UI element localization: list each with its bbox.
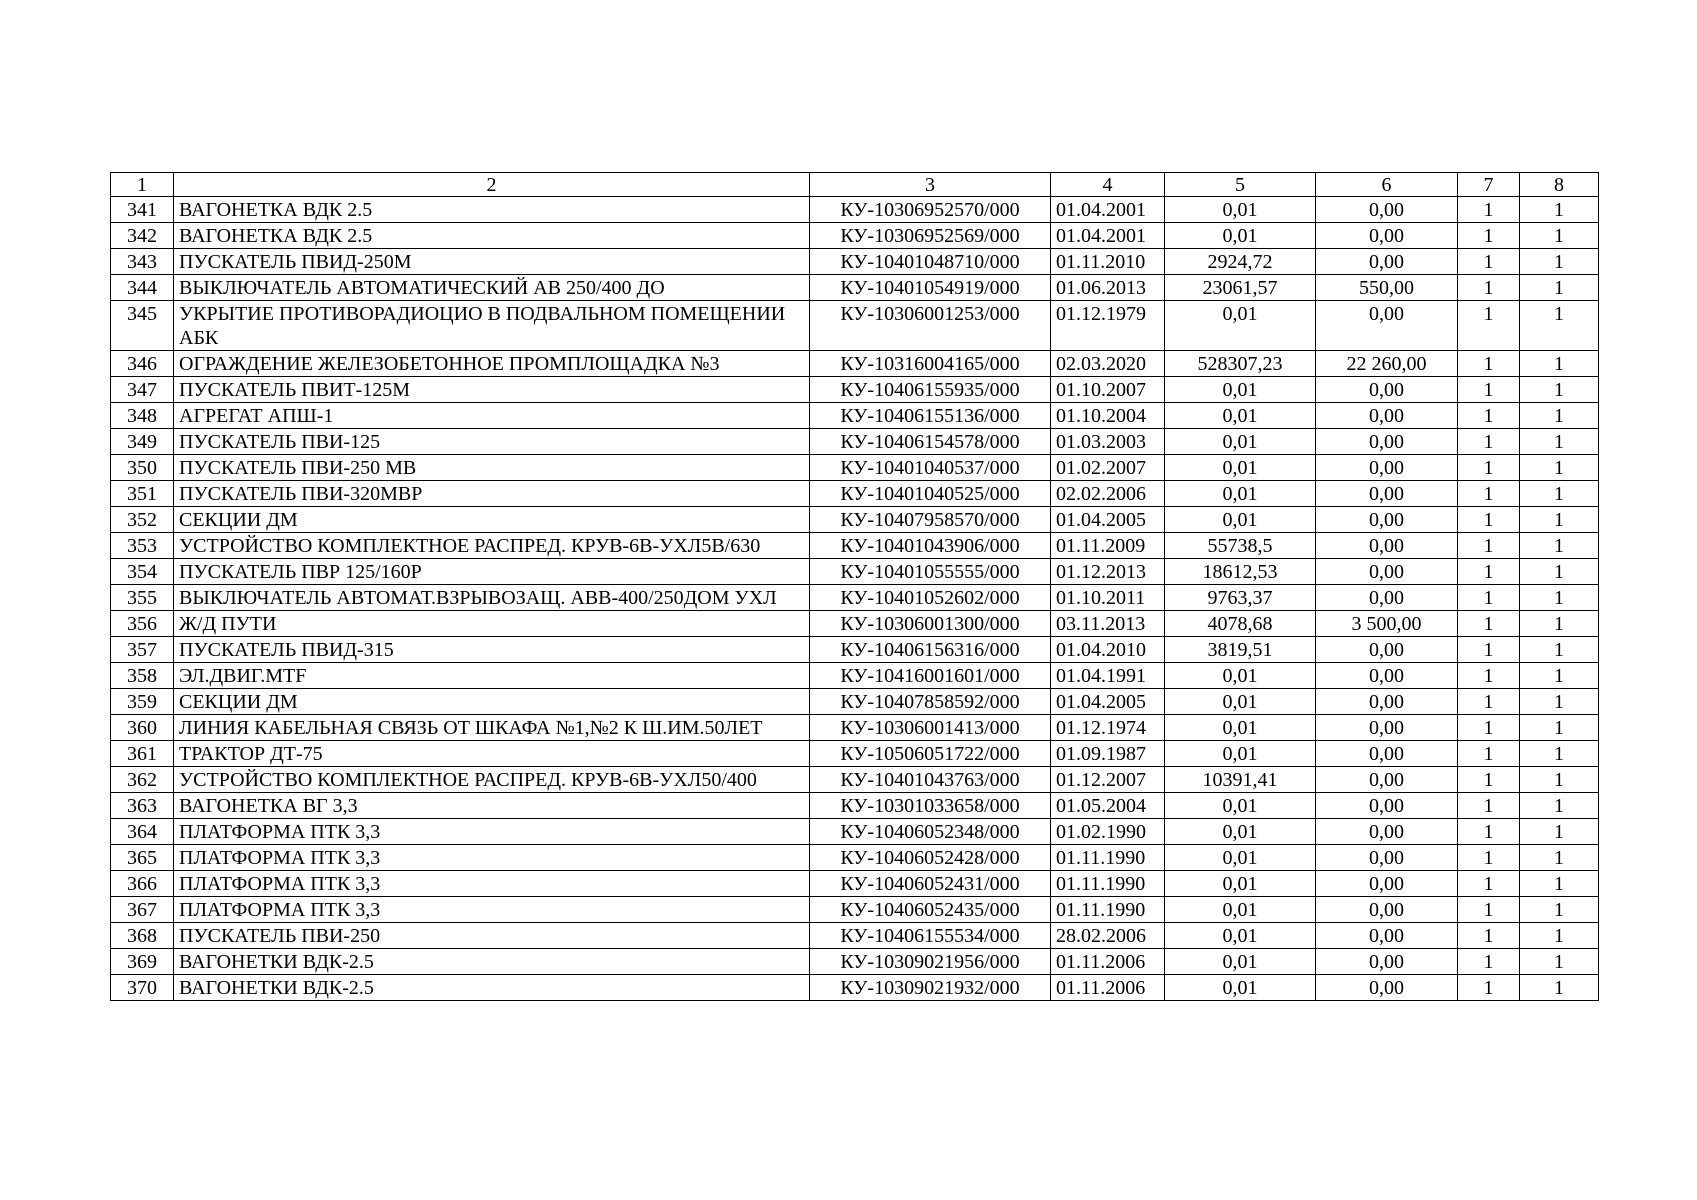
qty-col8-cell: 1 bbox=[1520, 715, 1599, 741]
value-col6-cell: 0,00 bbox=[1316, 923, 1458, 949]
value-col6-cell: 0,00 bbox=[1316, 197, 1458, 223]
value-col6-cell: 0,00 bbox=[1316, 559, 1458, 585]
column-header-8: 8 bbox=[1520, 173, 1599, 197]
value-col5-cell: 10391,41 bbox=[1165, 767, 1316, 793]
asset-name-cell: ПУСКАТЕЛЬ ПВИ-320МВР bbox=[174, 481, 810, 507]
value-col5-cell: 9763,37 bbox=[1165, 585, 1316, 611]
qty-col8-cell: 1 bbox=[1520, 611, 1599, 637]
qty-col7-cell: 1 bbox=[1458, 715, 1520, 741]
asset-name-cell: ВАГОНЕТКА ВДК 2.5 bbox=[174, 223, 810, 249]
value-col5-cell: 0,01 bbox=[1165, 741, 1316, 767]
date-cell: 01.12.1974 bbox=[1051, 715, 1165, 741]
inventory-code-cell: КУ-10406052431/000 bbox=[810, 871, 1051, 897]
value-col5-cell: 0,01 bbox=[1165, 689, 1316, 715]
value-col6-cell: 0,00 bbox=[1316, 845, 1458, 871]
date-cell: 01.12.2007 bbox=[1051, 767, 1165, 793]
value-col6-cell: 0,00 bbox=[1316, 689, 1458, 715]
value-col5-cell: 3819,51 bbox=[1165, 637, 1316, 663]
inventory-code-cell: КУ-10401055555/000 bbox=[810, 559, 1051, 585]
value-col5-cell: 0,01 bbox=[1165, 197, 1316, 223]
qty-col7-cell: 1 bbox=[1458, 741, 1520, 767]
inventory-code-cell: КУ-10406155534/000 bbox=[810, 923, 1051, 949]
value-col5-cell: 0,01 bbox=[1165, 481, 1316, 507]
inventory-code-cell: КУ-10506051722/000 bbox=[810, 741, 1051, 767]
value-col5-cell: 0,01 bbox=[1165, 975, 1316, 1001]
value-col6-cell: 0,00 bbox=[1316, 507, 1458, 533]
asset-name-cell: СЕКЦИИ ДМ bbox=[174, 689, 810, 715]
asset-name-cell: ТРАКТОР ДТ-75 bbox=[174, 741, 810, 767]
inventory-code-cell: КУ-10406052348/000 bbox=[810, 819, 1051, 845]
value-col5-cell: 2924,72 bbox=[1165, 249, 1316, 275]
qty-col7-cell: 1 bbox=[1458, 301, 1520, 351]
asset-name-cell: ПУСКАТЕЛЬ ПВИД-315 bbox=[174, 637, 810, 663]
qty-col8-cell: 1 bbox=[1520, 559, 1599, 585]
asset-name-cell: УСТРОЙСТВО КОМПЛЕКТНОЕ РАСПРЕД. КРУВ-6В-УХЛ50/400 bbox=[174, 767, 810, 793]
inventory-code-cell: КУ-10406154578/000 bbox=[810, 429, 1051, 455]
table-body bbox=[111, 197, 1599, 1001]
qty-col8-cell: 1 bbox=[1520, 741, 1599, 767]
qty-col8-cell: 1 bbox=[1520, 377, 1599, 403]
date-cell: 01.04.2001 bbox=[1051, 197, 1165, 223]
qty-col8-cell: 1 bbox=[1520, 949, 1599, 975]
inventory-code-cell: КУ-10401043906/000 bbox=[810, 533, 1051, 559]
asset-name-cell: ВАГОНЕТКИ ВДК-2.5 bbox=[174, 949, 810, 975]
asset-name-cell: ВЫКЛЮЧАТЕЛЬ АВТОМАТ.ВЗРЫВОЗАЩ. АВВ-400/250ДОМ УХЛ bbox=[174, 585, 810, 611]
inventory-code-cell: КУ-10407958570/000 bbox=[810, 507, 1051, 533]
value-col6-cell: 0,00 bbox=[1316, 377, 1458, 403]
column-header-4: 4 bbox=[1051, 173, 1165, 197]
row-number-cell: 356 bbox=[111, 611, 174, 637]
qty-col7-cell: 1 bbox=[1458, 949, 1520, 975]
value-col6-cell: 0,00 bbox=[1316, 949, 1458, 975]
value-col5-cell: 55738,5 bbox=[1165, 533, 1316, 559]
value-col6-cell: 3 500,00 bbox=[1316, 611, 1458, 637]
table-row bbox=[111, 663, 1599, 689]
qty-col8-cell: 1 bbox=[1520, 767, 1599, 793]
value-col6-cell: 0,00 bbox=[1316, 767, 1458, 793]
column-header-3: 3 bbox=[810, 173, 1051, 197]
table-row bbox=[111, 845, 1599, 871]
row-number-cell: 365 bbox=[111, 845, 174, 871]
qty-col8-cell: 1 bbox=[1520, 689, 1599, 715]
row-number-cell: 349 bbox=[111, 429, 174, 455]
qty-col7-cell: 1 bbox=[1458, 897, 1520, 923]
qty-col7-cell: 1 bbox=[1458, 559, 1520, 585]
qty-col7-cell: 1 bbox=[1458, 819, 1520, 845]
value-col6-cell: 0,00 bbox=[1316, 403, 1458, 429]
row-number-cell: 346 bbox=[111, 351, 174, 377]
asset-name-cell: Ж/Д ПУТИ bbox=[174, 611, 810, 637]
value-col5-cell: 0,01 bbox=[1165, 507, 1316, 533]
table-row bbox=[111, 275, 1599, 301]
value-col5-cell: 0,01 bbox=[1165, 819, 1316, 845]
value-col5-cell: 528307,23 bbox=[1165, 351, 1316, 377]
qty-col7-cell: 1 bbox=[1458, 663, 1520, 689]
date-cell: 01.11.2006 bbox=[1051, 949, 1165, 975]
value-col5-cell: 0,01 bbox=[1165, 403, 1316, 429]
qty-col8-cell: 1 bbox=[1520, 351, 1599, 377]
row-number-cell: 368 bbox=[111, 923, 174, 949]
date-cell: 01.04.2005 bbox=[1051, 689, 1165, 715]
date-cell: 01.02.2007 bbox=[1051, 455, 1165, 481]
asset-name-cell: ПУСКАТЕЛЬ ПВИ-250 МВ bbox=[174, 455, 810, 481]
table-row bbox=[111, 533, 1599, 559]
value-col5-cell: 0,01 bbox=[1165, 897, 1316, 923]
qty-col8-cell: 1 bbox=[1520, 585, 1599, 611]
date-cell: 01.09.1987 bbox=[1051, 741, 1165, 767]
date-cell: 01.10.2007 bbox=[1051, 377, 1165, 403]
value-col5-cell: 4078,68 bbox=[1165, 611, 1316, 637]
table-row bbox=[111, 923, 1599, 949]
header-row bbox=[111, 173, 1599, 197]
date-cell: 01.11.1990 bbox=[1051, 897, 1165, 923]
value-col5-cell: 0,01 bbox=[1165, 377, 1316, 403]
value-col6-cell: 0,00 bbox=[1316, 819, 1458, 845]
date-cell: 28.02.2006 bbox=[1051, 923, 1165, 949]
qty-col7-cell: 1 bbox=[1458, 845, 1520, 871]
asset-name-cell: ПЛАТФОРМА ПТК 3,3 bbox=[174, 897, 810, 923]
inventory-code-cell: КУ-10401040537/000 bbox=[810, 455, 1051, 481]
asset-name-cell: ОГРАЖДЕНИЕ ЖЕЛЕЗОБЕТОННОЕ ПРОМПЛОЩАДКА №3 bbox=[174, 351, 810, 377]
inventory-code-cell: КУ-10406155935/000 bbox=[810, 377, 1051, 403]
row-number-cell: 345 bbox=[111, 301, 174, 351]
row-number-cell: 354 bbox=[111, 559, 174, 585]
asset-name-cell: ПУСКАТЕЛЬ ПВИД-250М bbox=[174, 249, 810, 275]
asset-name-cell: ПУСКАТЕЛЬ ПВИ-125 bbox=[174, 429, 810, 455]
date-cell: 01.04.2001 bbox=[1051, 223, 1165, 249]
table-row bbox=[111, 507, 1599, 533]
table-row bbox=[111, 949, 1599, 975]
table-row bbox=[111, 249, 1599, 275]
row-number-cell: 367 bbox=[111, 897, 174, 923]
value-col6-cell: 0,00 bbox=[1316, 871, 1458, 897]
row-number-cell: 351 bbox=[111, 481, 174, 507]
row-number-cell: 355 bbox=[111, 585, 174, 611]
asset-name-cell: ПЛАТФОРМА ПТК 3,3 bbox=[174, 871, 810, 897]
table-row bbox=[111, 975, 1599, 1001]
qty-col7-cell: 1 bbox=[1458, 585, 1520, 611]
inventory-code-cell: КУ-10406156316/000 bbox=[810, 637, 1051, 663]
qty-col7-cell: 1 bbox=[1458, 637, 1520, 663]
table-row bbox=[111, 897, 1599, 923]
qty-col7-cell: 1 bbox=[1458, 507, 1520, 533]
value-col6-cell: 0,00 bbox=[1316, 637, 1458, 663]
qty-col8-cell: 1 bbox=[1520, 975, 1599, 1001]
qty-col8-cell: 1 bbox=[1520, 845, 1599, 871]
value-col6-cell: 550,00 bbox=[1316, 275, 1458, 301]
value-col6-cell: 0,00 bbox=[1316, 897, 1458, 923]
qty-col7-cell: 1 bbox=[1458, 429, 1520, 455]
value-col6-cell: 0,00 bbox=[1316, 793, 1458, 819]
row-number-cell: 366 bbox=[111, 871, 174, 897]
value-col6-cell: 0,00 bbox=[1316, 741, 1458, 767]
qty-col7-cell: 1 bbox=[1458, 275, 1520, 301]
table-row bbox=[111, 301, 1599, 351]
table-row bbox=[111, 351, 1599, 377]
value-col5-cell: 0,01 bbox=[1165, 923, 1316, 949]
qty-col8-cell: 1 bbox=[1520, 819, 1599, 845]
date-cell: 03.11.2013 bbox=[1051, 611, 1165, 637]
value-col5-cell: 0,01 bbox=[1165, 871, 1316, 897]
table-row bbox=[111, 429, 1599, 455]
row-number-cell: 341 bbox=[111, 197, 174, 223]
value-col6-cell: 22 260,00 bbox=[1316, 351, 1458, 377]
table-row bbox=[111, 715, 1599, 741]
value-col5-cell: 0,01 bbox=[1165, 429, 1316, 455]
inventory-code-cell: КУ-10407858592/000 bbox=[810, 689, 1051, 715]
asset-name-cell: АГРЕГАТ АПШ-1 bbox=[174, 403, 810, 429]
table-row bbox=[111, 741, 1599, 767]
inventory-code-cell: КУ-10401054919/000 bbox=[810, 275, 1051, 301]
asset-name-cell: ПЛАТФОРМА ПТК 3,3 bbox=[174, 845, 810, 871]
qty-col7-cell: 1 bbox=[1458, 533, 1520, 559]
inventory-code-cell: КУ-10306001413/000 bbox=[810, 715, 1051, 741]
asset-name-cell: ПУСКАТЕЛЬ ПВИТ-125М bbox=[174, 377, 810, 403]
asset-name-cell: ПУСКАТЕЛЬ ПВР 125/160Р bbox=[174, 559, 810, 585]
table-row bbox=[111, 871, 1599, 897]
column-header-7: 7 bbox=[1458, 173, 1520, 197]
date-cell: 01.11.2010 bbox=[1051, 249, 1165, 275]
row-number-cell: 360 bbox=[111, 715, 174, 741]
row-number-cell: 361 bbox=[111, 741, 174, 767]
date-cell: 01.11.2009 bbox=[1051, 533, 1165, 559]
qty-col8-cell: 1 bbox=[1520, 533, 1599, 559]
qty-col8-cell: 1 bbox=[1520, 637, 1599, 663]
asset-name-cell: ЭЛ.ДВИГ.MTF bbox=[174, 663, 810, 689]
qty-col7-cell: 1 bbox=[1458, 975, 1520, 1001]
asset-name-cell: ЛИНИЯ КАБЕЛЬНАЯ СВЯЗЬ ОТ ШКАФА №1,№2 К Ш.ИМ.50ЛЕТ bbox=[174, 715, 810, 741]
qty-col7-cell: 1 bbox=[1458, 351, 1520, 377]
value-col6-cell: 0,00 bbox=[1316, 585, 1458, 611]
value-col6-cell: 0,00 bbox=[1316, 429, 1458, 455]
value-col5-cell: 0,01 bbox=[1165, 223, 1316, 249]
inventory-code-cell: КУ-10406052428/000 bbox=[810, 845, 1051, 871]
row-number-cell: 359 bbox=[111, 689, 174, 715]
value-col6-cell: 0,00 bbox=[1316, 533, 1458, 559]
table-row bbox=[111, 559, 1599, 585]
inventory-code-cell: КУ-10406052435/000 bbox=[810, 897, 1051, 923]
date-cell: 01.04.1991 bbox=[1051, 663, 1165, 689]
qty-col8-cell: 1 bbox=[1520, 403, 1599, 429]
value-col5-cell: 0,01 bbox=[1165, 845, 1316, 871]
qty-col7-cell: 1 bbox=[1458, 611, 1520, 637]
inventory-code-cell: КУ-10401052602/000 bbox=[810, 585, 1051, 611]
inventory-code-cell: КУ-10406155136/000 bbox=[810, 403, 1051, 429]
column-header-2: 2 bbox=[174, 173, 810, 197]
inventory-code-cell: КУ-10306952569/000 bbox=[810, 223, 1051, 249]
inventory-code-cell: КУ-10301033658/000 bbox=[810, 793, 1051, 819]
asset-name-cell: СЕКЦИИ ДМ bbox=[174, 507, 810, 533]
date-cell: 01.11.1990 bbox=[1051, 845, 1165, 871]
qty-col8-cell: 1 bbox=[1520, 507, 1599, 533]
inventory-code-cell: КУ-10306001300/000 bbox=[810, 611, 1051, 637]
row-number-cell: 348 bbox=[111, 403, 174, 429]
inventory-code-cell: КУ-10401043763/000 bbox=[810, 767, 1051, 793]
inventory-code-cell: КУ-10306001253/000 bbox=[810, 301, 1051, 351]
date-cell: 01.06.2013 bbox=[1051, 275, 1165, 301]
qty-col7-cell: 1 bbox=[1458, 689, 1520, 715]
qty-col8-cell: 1 bbox=[1520, 301, 1599, 351]
table-row bbox=[111, 585, 1599, 611]
qty-col8-cell: 1 bbox=[1520, 249, 1599, 275]
row-number-cell: 358 bbox=[111, 663, 174, 689]
asset-name-cell: ВАГОНЕТКА ВДК 2.5 bbox=[174, 197, 810, 223]
row-number-cell: 344 bbox=[111, 275, 174, 301]
qty-col8-cell: 1 bbox=[1520, 923, 1599, 949]
column-header-6: 6 bbox=[1316, 173, 1458, 197]
value-col6-cell: 0,00 bbox=[1316, 663, 1458, 689]
row-number-cell: 353 bbox=[111, 533, 174, 559]
row-number-cell: 362 bbox=[111, 767, 174, 793]
qty-col8-cell: 1 bbox=[1520, 455, 1599, 481]
qty-col8-cell: 1 bbox=[1520, 481, 1599, 507]
value-col6-cell: 0,00 bbox=[1316, 223, 1458, 249]
row-number-cell: 370 bbox=[111, 975, 174, 1001]
value-col5-cell: 0,01 bbox=[1165, 715, 1316, 741]
table-row bbox=[111, 223, 1599, 249]
asset-table bbox=[110, 172, 1599, 1001]
inventory-code-cell: КУ-10306952570/000 bbox=[810, 197, 1051, 223]
date-cell: 01.05.2004 bbox=[1051, 793, 1165, 819]
table-row bbox=[111, 819, 1599, 845]
value-col6-cell: 0,00 bbox=[1316, 715, 1458, 741]
date-cell: 02.02.2006 bbox=[1051, 481, 1165, 507]
asset-name-cell: ПЛАТФОРМА ПТК 3,3 bbox=[174, 819, 810, 845]
value-col6-cell: 0,00 bbox=[1316, 975, 1458, 1001]
row-number-cell: 369 bbox=[111, 949, 174, 975]
qty-col8-cell: 1 bbox=[1520, 793, 1599, 819]
column-header-1: 1 bbox=[111, 173, 174, 197]
qty-col7-cell: 1 bbox=[1458, 223, 1520, 249]
asset-name-cell: ПУСКАТЕЛЬ ПВИ-250 bbox=[174, 923, 810, 949]
qty-col8-cell: 1 bbox=[1520, 223, 1599, 249]
asset-name-cell: УКРЫТИЕ ПРОТИВОРАДИОЦИО В ПОДВАЛЬНОМ ПОМЕЩЕНИИ АБК bbox=[174, 301, 810, 351]
asset-name-cell: УСТРОЙСТВО КОМПЛЕКТНОЕ РАСПРЕД. КРУВ-6В-УХЛ5В/630 bbox=[174, 533, 810, 559]
value-col5-cell: 23061,57 bbox=[1165, 275, 1316, 301]
qty-col8-cell: 1 bbox=[1520, 197, 1599, 223]
value-col5-cell: 0,01 bbox=[1165, 301, 1316, 351]
qty-col7-cell: 1 bbox=[1458, 481, 1520, 507]
value-col5-cell: 0,01 bbox=[1165, 663, 1316, 689]
qty-col7-cell: 1 bbox=[1458, 793, 1520, 819]
value-col6-cell: 0,00 bbox=[1316, 481, 1458, 507]
qty-col8-cell: 1 bbox=[1520, 275, 1599, 301]
qty-col7-cell: 1 bbox=[1458, 767, 1520, 793]
inventory-code-cell: КУ-10401048710/000 bbox=[810, 249, 1051, 275]
row-number-cell: 342 bbox=[111, 223, 174, 249]
date-cell: 01.10.2011 bbox=[1051, 585, 1165, 611]
date-cell: 01.04.2005 bbox=[1051, 507, 1165, 533]
table-row bbox=[111, 377, 1599, 403]
date-cell: 01.04.2010 bbox=[1051, 637, 1165, 663]
table-row bbox=[111, 767, 1599, 793]
table-row bbox=[111, 197, 1599, 223]
value-col5-cell: 0,01 bbox=[1165, 949, 1316, 975]
table-row bbox=[111, 689, 1599, 715]
inventory-code-cell: КУ-10309021956/000 bbox=[810, 949, 1051, 975]
date-cell: 01.12.1979 bbox=[1051, 301, 1165, 351]
row-number-cell: 352 bbox=[111, 507, 174, 533]
inventory-code-cell: КУ-10401040525/000 bbox=[810, 481, 1051, 507]
date-cell: 01.03.2003 bbox=[1051, 429, 1165, 455]
row-number-cell: 364 bbox=[111, 819, 174, 845]
qty-col7-cell: 1 bbox=[1458, 197, 1520, 223]
qty-col7-cell: 1 bbox=[1458, 923, 1520, 949]
qty-col7-cell: 1 bbox=[1458, 377, 1520, 403]
row-number-cell: 363 bbox=[111, 793, 174, 819]
table-row bbox=[111, 455, 1599, 481]
row-number-cell: 350 bbox=[111, 455, 174, 481]
asset-name-cell: ВАГОНЕТКИ ВДК-2.5 bbox=[174, 975, 810, 1001]
value-col6-cell: 0,00 bbox=[1316, 301, 1458, 351]
inventory-code-cell: КУ-10316004165/000 bbox=[810, 351, 1051, 377]
row-number-cell: 357 bbox=[111, 637, 174, 663]
value-col5-cell: 0,01 bbox=[1165, 455, 1316, 481]
inventory-code-cell: КУ-10309021932/000 bbox=[810, 975, 1051, 1001]
asset-name-cell: ВЫКЛЮЧАТЕЛЬ АВТОМАТИЧЕСКИЙ АВ 250/400 ДО bbox=[174, 275, 810, 301]
qty-col8-cell: 1 bbox=[1520, 429, 1599, 455]
table-row bbox=[111, 481, 1599, 507]
qty-col8-cell: 1 bbox=[1520, 871, 1599, 897]
date-cell: 01.11.2006 bbox=[1051, 975, 1165, 1001]
date-cell: 02.03.2020 bbox=[1051, 351, 1165, 377]
qty-col7-cell: 1 bbox=[1458, 403, 1520, 429]
date-cell: 01.11.1990 bbox=[1051, 871, 1165, 897]
qty-col8-cell: 1 bbox=[1520, 897, 1599, 923]
inventory-code-cell: КУ-10416001601/000 bbox=[810, 663, 1051, 689]
value-col5-cell: 0,01 bbox=[1165, 793, 1316, 819]
date-cell: 01.10.2004 bbox=[1051, 403, 1165, 429]
value-col5-cell: 18612,53 bbox=[1165, 559, 1316, 585]
qty-col7-cell: 1 bbox=[1458, 455, 1520, 481]
table-row bbox=[111, 793, 1599, 819]
column-header-5: 5 bbox=[1165, 173, 1316, 197]
date-cell: 01.12.2013 bbox=[1051, 559, 1165, 585]
row-number-cell: 343 bbox=[111, 249, 174, 275]
qty-col8-cell: 1 bbox=[1520, 663, 1599, 689]
qty-col7-cell: 1 bbox=[1458, 249, 1520, 275]
value-col6-cell: 0,00 bbox=[1316, 455, 1458, 481]
table-row bbox=[111, 403, 1599, 429]
asset-name-cell: ВАГОНЕТКА ВГ 3,3 bbox=[174, 793, 810, 819]
value-col6-cell: 0,00 bbox=[1316, 249, 1458, 275]
date-cell: 01.02.1990 bbox=[1051, 819, 1165, 845]
qty-col7-cell: 1 bbox=[1458, 871, 1520, 897]
table-row bbox=[111, 637, 1599, 663]
row-number-cell: 347 bbox=[111, 377, 174, 403]
table-row bbox=[111, 611, 1599, 637]
